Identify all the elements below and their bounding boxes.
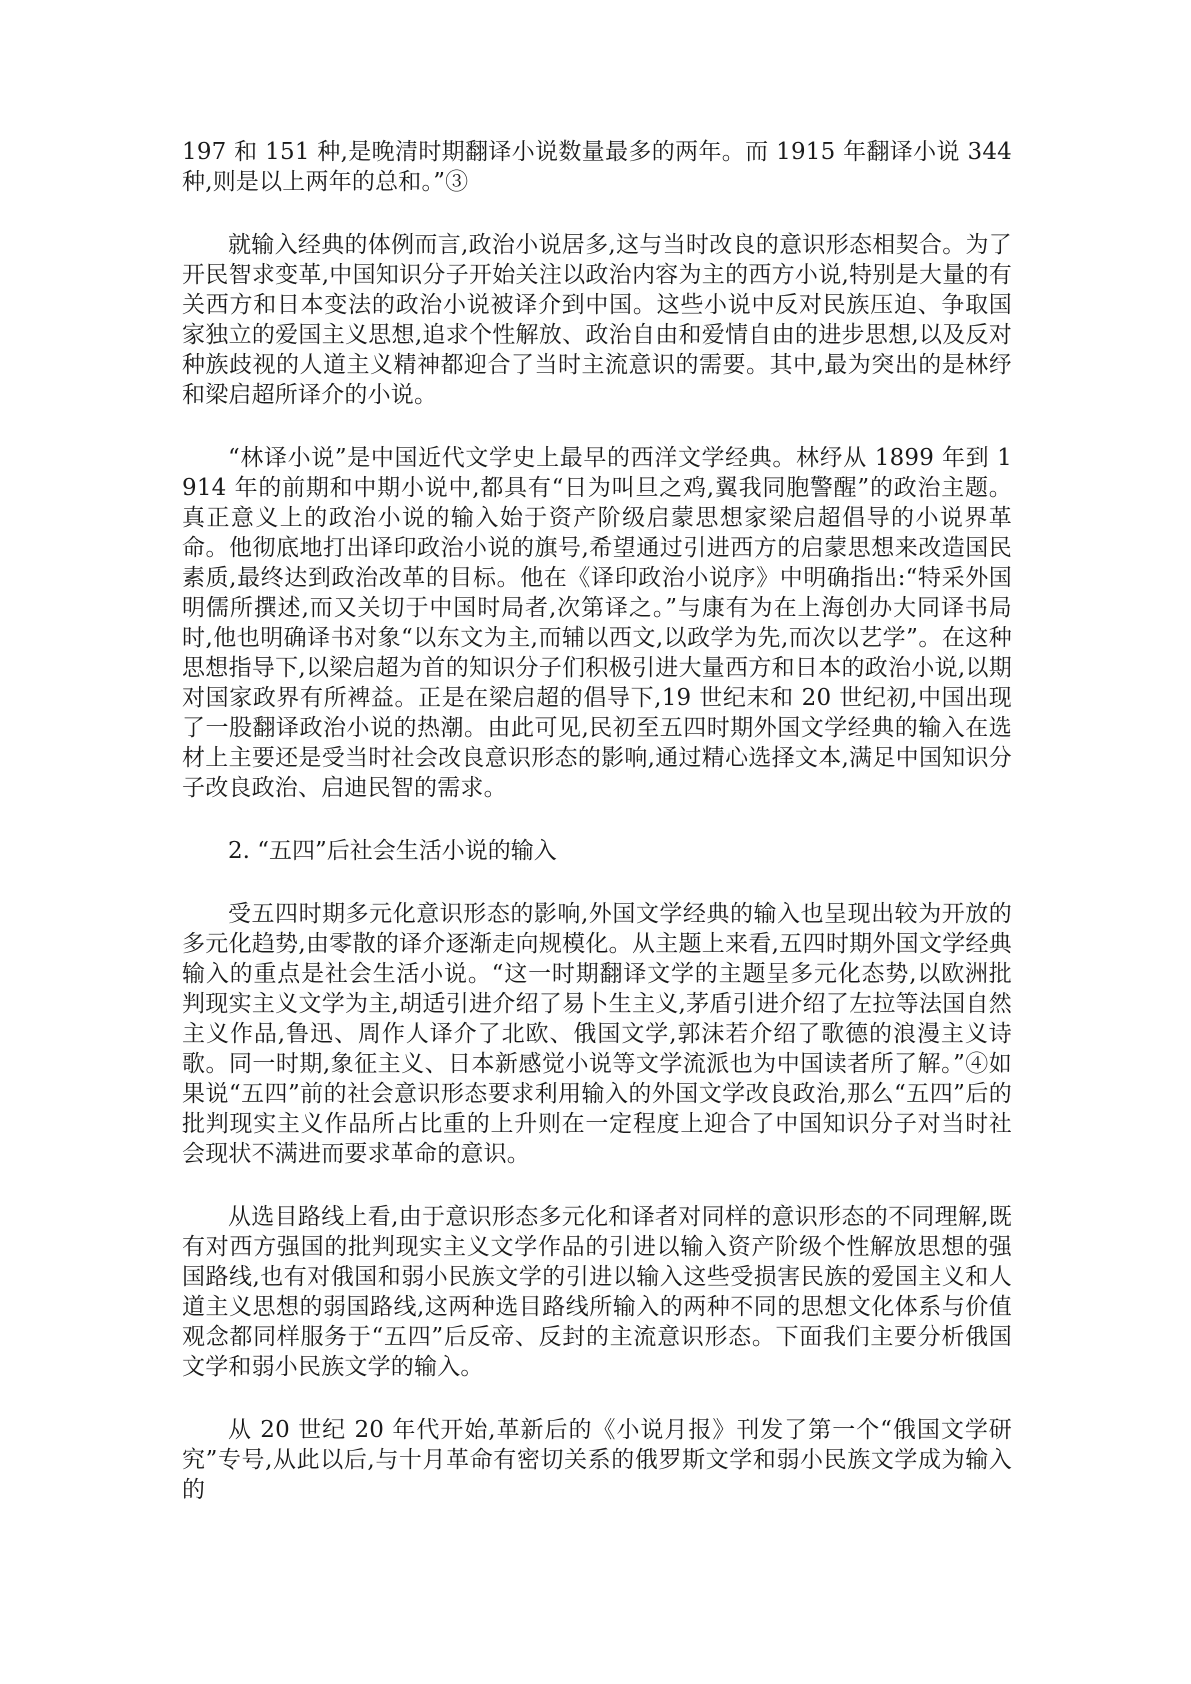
paragraph-continuation: 197 和 151 种,是晚清时期翻译小说数量最多的两年。而 1915 年翻译小说 344 种,则是以上两年的总和。”③: [182, 139, 1012, 195]
paragraph-social-life-novels: 受五四时期多元化意识形态的影响,外国文学经典的输入也呈现出较为开放的多元化趋势,由零散的译介逐渐走向规模化。从主题上来看,五四时期外国文学经典输入的重点是社会生活小说。“这一时期翻译文学的主题呈多元化态势,以欧洲批判现实主义文学为主,胡适引进介绍了易卜生主义,茅盾引进介绍了左拉等法国自然主义作品,鲁迅、周作人译介了北欧、俄国文学,郭沫若介绍了歌德的浪漫主义诗歌。同一时期,象征主义、日本新感觉小说等文学流派也为中国读者所了解。”④如果说“五四”前的社会意识形态要求利用输入的外国文学改良政治,那么“五四”后的批判现实主义作品所占比重的上升则在一定程度上迎合了中国知识分子对当时社会现状不满进而要求革命的意识。: [182, 901, 1012, 1167]
paragraph-russian-literature: 从 20 世纪 20 年代开始,革新后的《小说月报》刊发了第一个“俄国文学研究”专号,从此以后,与十月革命有密切关系的俄罗斯文学和弱小民族文学成为输入的: [182, 1417, 1012, 1503]
section-heading: 2. “五四”后社会生活小说的输入: [228, 838, 557, 864]
paragraph-political-novels: 就输入经典的体例而言,政治小说居多,这与当时改良的意识形态相契合。为了开民智求变革,中国知识分子开始关注以政治内容为主的西方小说,特别是大量的有关西方和日本变法的政治小说被译介到中国。这些小说中反对民族压迫、争取国家独立的爱国主义思想,追求个性解放、政治自由和爱情自由的进步思想,以及反对种族歧视的人道主义精神都迎合了当时主流意识的需要。其中,最为突出的是林纾和梁启超所译介的小说。: [182, 232, 1012, 408]
paragraph-selection-routes: 从选目路线上看,由于意识形态多元化和译者对同样的意识形态的不同理解,既有对西方强国的批判现实主义文学作品的引进以输入资产阶级个性解放思想的强国路线,也有对俄国和弱小民族文学的引进以输入这些受损害民族的爱国主义和人道主义思想的弱国路线,这两种选目路线所输入的两种不同的思想文化体系与价值观念都同样服务于“五四”后反帝、反封的主流意识形态。下面我们主要分析俄国文学和弱小民族文学的输入。: [182, 1204, 1012, 1380]
paragraph-lin-shu-translations: “林译小说”是中国近代文学史上最早的西洋文学经典。林纾从 1899 年到 1914 年的前期和中期小说中,都具有“日为叫旦之鸡,翼我同胞警醒”的政治主题。真正意义上的政治小说的输入始于资产阶级启蒙思想家梁启超倡导的小说界革命。他彻底地打出译印政治小说的旗号,希望通过引进西方的启蒙思想来改造国民素质,最终达到政治改革的目标。他在《译印政治小说序》中明确指出:“特采外国明儒所撰述,而又关切于中国时局者,次第译之。”与康有为在上海创办大同译书局时,他也明确译书对象“以东文为主,而辅以西文,以政学为先,而次以艺学”。在这种思想指导下,以梁启超为首的知识分子们积极引进大量西方和日本的政治小说,以期对国家政界有所裨益。正是在梁启超的倡导下,19 世纪末和 20 世纪初,中国出现了一股翻译政治小说的热潮。由此可见,民初至五四时期外国文学经典的输入在选材上主要还是受当时社会改良意识形态的影响,通过精心选择文本,满足中国知识分子改良政治、启迪民智的需求。: [182, 445, 1012, 801]
document-body: [182, 137, 1012, 1505]
